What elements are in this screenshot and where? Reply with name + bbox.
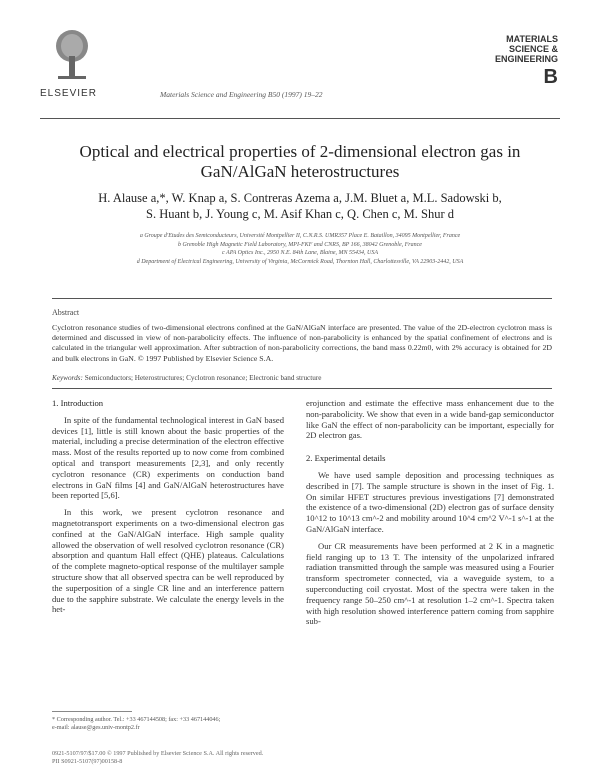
paragraph: In spite of the fundamental technological interest in GaN based devices [1], little is still known about the basic properties of the material, including a precise determination of the electron effective mass. Most of the results reported up to now come from combined optical and transport measurements [2,3], and only recently cyclotron resonance (CR) experiments on conduction band electrons in GaN films [4] and GaN/AlGaN heterostructures have been reported [5,6]. bbox=[52, 414, 284, 501]
journal-logo bbox=[438, 34, 558, 114]
journal-logo-line: ENGINEERING bbox=[494, 54, 558, 64]
journal-logo-line: SCIENCE & bbox=[508, 44, 558, 54]
footnote bbox=[52, 716, 282, 732]
header-rule bbox=[40, 118, 560, 119]
publisher-name: ELSEVIER bbox=[40, 88, 97, 99]
title-line: GaN/AlGaN heterostructures bbox=[200, 162, 400, 181]
title-line: Optical and electrical properties of 2-dimensional electron gas in bbox=[79, 142, 521, 161]
article-title bbox=[40, 142, 560, 182]
paragraph: Our CR measurements have been performed at 2 K in a magnetic field ranging up to 13 T. The intensity of the unpolarized infrared radiation transmitted through the sample was measured using a Fourier transform spectrometer connected, via a waveguide system, to a superconducting coil cryostat. Most of the spectra were taken in the frequency range 50–250 cm^-1 at resolution 1–2 cm^-1. Spectra taken with high resolution showed interference pattern coming from sapphire sub- bbox=[306, 540, 554, 627]
footnote-line: e-mail: alause@ges.univ-montp2.fr bbox=[52, 724, 140, 731]
journal-logo-line: MATERIALS bbox=[506, 34, 558, 44]
copyright-notice bbox=[52, 750, 552, 766]
affiliation: c APA Optics Inc., 2950 N.E. 84th Lane, Blaine, MN 55434, USA bbox=[222, 250, 378, 256]
author-list bbox=[40, 190, 560, 222]
elsevier-tree-icon bbox=[54, 28, 90, 80]
author-line: H. Alause a,*, W. Knap a, S. Contreras Azema a, J.M. Bluet a, M.L. Sadowski b, bbox=[98, 191, 502, 205]
left-column bbox=[52, 398, 284, 621]
section-heading: 2. Experimental details bbox=[306, 453, 386, 464]
author-line: S. Huant b, J. Young c, M. Asif Khan c, Q. Chen c, M. Shur d bbox=[146, 207, 454, 221]
section-heading: 1. Introduction bbox=[52, 398, 104, 408]
paragraph: We have used sample deposition and processing techniques as described in [7]. The sample structure is shown in the inset of Fig. 1. On similar HFET structures previous investigations [7] demonstrated the existence of a two-dimensional (2D) electron gas of surface density 10^12 to 10^13 cm^-2 and mobility around 10^4 cm^2 V^-1 s^-1 at the GaN/AlGaN interface. bbox=[306, 469, 554, 534]
affiliation: a Groupe d'Etudes des Semiconducteurs, Université Montpellier II, C.N.R.S. UMR357 Place E. Bataillon, 34095 Montpellier, France bbox=[139, 233, 461, 239]
footnote-rule bbox=[52, 711, 132, 712]
paragraph: In this work, we present cyclotron resonance and magnetotransport experiments on a two-dimensional electron gas confined at the GaN/AlGaN interface. High sample quality allowed the observation of well resolved cyclotron resonance (CR) absorption and quantum Hall effect (QHE) plateaus. Calculations of the complete magneto-optical response of the multilayer sample structure show that all observed spectra can be well reproduced by the superposition of a single CR line and an interference pattern due to the sapphire substrate. We calculate the energy levels in the het- bbox=[52, 507, 284, 615]
right-column bbox=[306, 398, 554, 633]
paragraph: erojunction and estimate the effective mass enhancement due to the non-parabolicity. We show that even in a wide band-gap semiconductor like GaN the effect of non-parabolicity can be important, especially for 2D electron gas. bbox=[306, 398, 554, 441]
journal-series: B bbox=[543, 66, 558, 88]
copyright-line: PII S0921-5107(97)00158-8 bbox=[52, 758, 123, 765]
elsevier-logo bbox=[40, 28, 104, 106]
abstract-bottom-rule bbox=[52, 388, 552, 389]
abstract-top-rule bbox=[52, 298, 552, 299]
affiliation: d Department of Electrical Engineering, University of Virginia, McCormick Road, Thornton Hall, Charlottesville, VA 22903-2442, USA bbox=[136, 258, 464, 265]
footnote-line: * Corresponding author. Tel.: +33 467144508; fax: +33 467144046; bbox=[52, 716, 221, 723]
abstract-heading: Abstract bbox=[52, 308, 80, 317]
keywords-label: Keywords: bbox=[52, 374, 83, 382]
copyright-line: 0921-5107/97/$17.00 © 1997 Published by Elsevier Science S.A. All rights reserved. bbox=[52, 750, 264, 757]
journal-citation: Materials Science and Engineering B50 (1997) 19–22 bbox=[160, 90, 323, 99]
affiliation: b Grenoble High Magnetic Field Laboratory, MPI-FKF and CNRS, BP 166, 38042 Grenoble, France bbox=[178, 241, 422, 248]
keywords bbox=[52, 374, 552, 382]
keywords-text: Semiconductors; Heterostructures; Cyclotron resonance; Electronic band structure bbox=[84, 374, 322, 382]
journal-logo-text bbox=[438, 34, 558, 64]
abstract-text: Cyclotron resonance studies of two-dimensional electrons confined at the GaN/AlGaN interface are presented. The value of the 2D-electron cyclotron mass is determined and discussed in view of non-parabolicity effects. The influence of non-parabolicity is enhanced by the spatial confinement of electrons and is calculated in the triangular well approximation. After subtraction of non-parabolicity corrections, the band mass 0.22m0, with 2% accuracy is obtained for 2D and bulk electrons in GaN. © 1997 Published by Elsevier Science S.A. bbox=[52, 323, 552, 363]
affiliations bbox=[40, 232, 560, 266]
